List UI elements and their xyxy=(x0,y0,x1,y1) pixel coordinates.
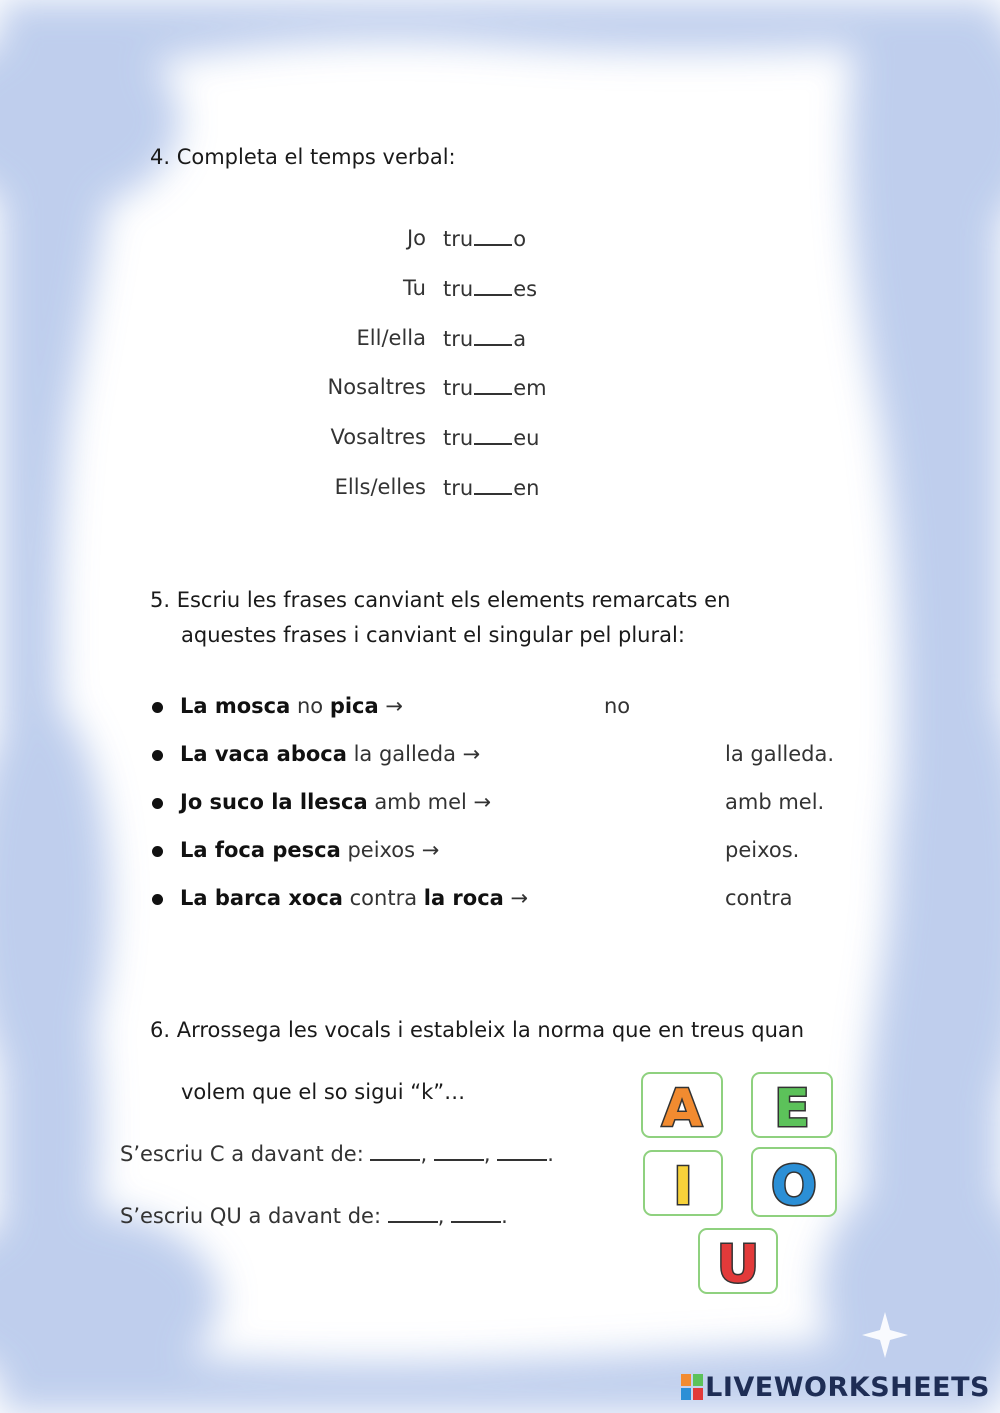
blank-input[interactable] xyxy=(474,276,512,296)
bullet-icon xyxy=(152,702,163,713)
section5-heading-line2: aquestes frases i canviant el singular pel plural: xyxy=(181,623,685,647)
arrow-icon: → xyxy=(421,838,440,862)
verb-form: tru em xyxy=(443,376,547,400)
sentence-ending: contra xyxy=(725,886,793,910)
drop-slot[interactable] xyxy=(388,1203,438,1223)
drop-slot[interactable] xyxy=(370,1141,420,1161)
blank-input[interactable] xyxy=(474,326,512,346)
list-item: La foca pesca peixos → xyxy=(152,838,439,862)
list-item: La vaca aboca la galleda → xyxy=(152,742,480,766)
vowel-letter: I xyxy=(673,1157,693,1214)
section6-heading-line1: 6. Arrossega les vocals i estableix la norma que en treus quan xyxy=(150,1018,805,1042)
bullet-icon xyxy=(152,894,163,905)
arrow-icon: → xyxy=(385,694,403,718)
verb-form: tru eu xyxy=(443,426,540,450)
drop-slot[interactable] xyxy=(451,1203,501,1223)
arrow-icon: → xyxy=(462,742,481,766)
vowel-tile-u[interactable] xyxy=(698,1228,778,1294)
verb-form: tru en xyxy=(443,476,540,500)
vowel-letter: U xyxy=(716,1235,760,1292)
bullet-icon xyxy=(152,750,163,761)
verb-form: tru es xyxy=(443,277,538,301)
sentence-ending: amb mel. xyxy=(725,790,825,814)
section6-heading-line2: volem que el so sigui “k”… xyxy=(181,1080,466,1104)
section4-heading: 4. Completa el temps verbal: xyxy=(150,145,456,169)
verb-form: tru o xyxy=(443,227,527,251)
logo-icon xyxy=(681,1374,703,1400)
drop-slot[interactable] xyxy=(434,1141,484,1161)
list-item: Jo suco la llesca amb mel → xyxy=(152,790,491,814)
bullet-icon xyxy=(152,846,163,857)
vowel-tile-e[interactable] xyxy=(751,1072,833,1138)
pronoun: Nosaltres xyxy=(327,375,426,399)
vowel-letter: E xyxy=(774,1079,810,1136)
vowel-letter: A xyxy=(661,1079,703,1136)
vowel-tile-a[interactable] xyxy=(641,1072,723,1138)
rule-qu-line: S’escriu QU a davant de: , . xyxy=(120,1204,508,1228)
sentence-ending: peixos. xyxy=(725,838,800,862)
list-item: La barca xoca contra la roca → xyxy=(152,886,528,910)
arrow-icon: → xyxy=(510,886,529,910)
vowel-letter: O xyxy=(771,1154,817,1215)
vowel-tile-i[interactable] xyxy=(643,1150,723,1216)
pronoun: Vosaltres xyxy=(330,425,426,449)
bullet-icon xyxy=(152,798,163,809)
blank-input[interactable] xyxy=(474,375,512,395)
blank-input[interactable] xyxy=(474,475,512,495)
pronoun: Jo xyxy=(406,226,426,250)
blank-input[interactable] xyxy=(474,226,512,246)
section5-heading-line1: 5. Escriu les frases canviant els elements remarcats en xyxy=(150,588,731,612)
pronoun: Ells/elles xyxy=(334,475,426,499)
vowel-tile-o[interactable] xyxy=(751,1147,837,1217)
verb-form: tru a xyxy=(443,327,527,351)
liveworksheets-logo: LIVEWORKSHEETS xyxy=(681,1372,990,1403)
rule-c-line: S’escriu C a davant de: , , . xyxy=(120,1142,554,1166)
sentence-ending: no xyxy=(604,694,631,718)
list-item: La mosca no pica → xyxy=(152,694,403,718)
pronoun: Ell/ella xyxy=(356,326,426,350)
sentence-ending: la galleda. xyxy=(725,742,835,766)
arrow-icon: → xyxy=(473,790,492,814)
pronoun: Tu xyxy=(403,276,426,300)
drop-slot[interactable] xyxy=(497,1141,547,1161)
blank-input[interactable] xyxy=(474,425,512,445)
